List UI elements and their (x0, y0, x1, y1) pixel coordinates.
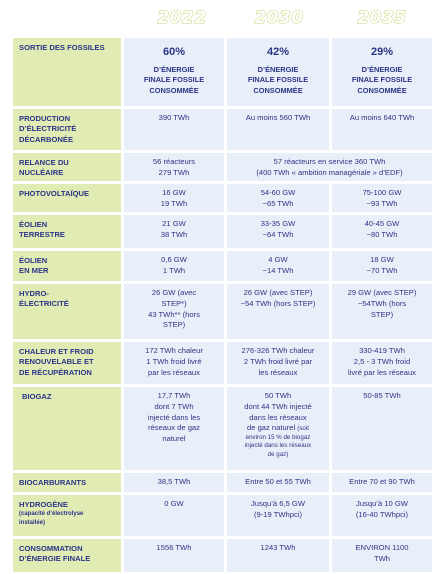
row-consommation (13, 539, 432, 572)
cell-consommation-2022: 1556 TWh (124, 539, 224, 572)
year-header (13, 0, 432, 38)
cell-hydrogene-2022: 0 GW (124, 495, 224, 536)
row-label-eolien-terrestre: ÉOLIEN TERRESTRE (13, 215, 121, 248)
cell-eolien-terrestre-2022: 21 GW 38 TWh (124, 215, 224, 248)
cell-biogaz-2022: 17,7 TWh dont 7 TWh injecté dans les réseaux de gaz naturel (124, 387, 224, 470)
row-hydrogene (13, 495, 432, 536)
row-eolien-mer (13, 251, 432, 281)
row-photovoltaique (13, 184, 432, 212)
cell-pv-2022: 16 GW 19 TWh (124, 184, 224, 212)
row-sortie-fossiles (13, 38, 432, 106)
fossil-share-2030: 42% (266, 46, 290, 58)
cell-nucleaire-2022: 56 réacteurs 279 TWh (124, 153, 224, 181)
cell-eolien-mer-2022: 0,6 GW 1 TWh (124, 251, 224, 281)
row-eolien-terrestre (13, 215, 432, 248)
cell-hydro-2035: 29 GW (avec STEP) ~54TWh (hors STEP) (332, 284, 432, 339)
cell-hydro-2022: 26 GW (avec STEP*) 43 TWh** (hors STEP) (124, 284, 224, 339)
year-2030: 2030 (254, 8, 304, 28)
cell-eolien-mer-2035: 18 GW ~70 TWh (332, 251, 432, 281)
row-label-production: PRODUCTION D’ÉLECTRICITÉ DÉCARBONÉE (13, 109, 121, 150)
cell-fossile-2030: 42% D’ÉNERGIE FINALE FOSSILE CONSOMMÉE (227, 38, 329, 106)
cell-pv-2035: 75-100 GW ~93 TWh (332, 184, 432, 212)
cell-pv-2030: 54-60 GW ~65 TWh (227, 184, 329, 212)
cell-fossile-2035: 29% D’ÉNERGIE FINALE FOSSILE CONSOMMÉE (332, 38, 432, 106)
year-2035: 2035 (357, 8, 407, 28)
fossil-share-2035: 29% (370, 46, 394, 58)
cell-nucleaire-2030-2035: 57 réacteurs en service 360 TWh (400 TWh « ambition managériale » d’EDF) (227, 153, 432, 181)
row-label-biocarburants: BIOCARBURANTS (13, 473, 121, 492)
cell-eolien-mer-2030: 4 GW ~14 TWh (227, 251, 329, 281)
row-production (13, 109, 432, 150)
row-biogaz (13, 387, 432, 470)
row-label-chaleur-froid: CHALEUR ET FROID RENOUVELABLE ET DE RÉCUPÉRATION (13, 342, 121, 384)
row-label-hydrogene: HYDROGÈNE (capacité d’électrolyse installée) (13, 495, 121, 536)
fossil-share-2022: 60% (162, 46, 186, 58)
row-label-hydro: HYDRO- ÉLECTRICITÉ (13, 284, 121, 339)
energy-table (13, 0, 432, 574)
cell-production-2030: Au moins 560 TWh (227, 109, 329, 150)
cell-eolien-terrestre-2030: 33-35 GW ~64 TWh (227, 215, 329, 248)
cell-biocarburants-2022: 38,5 TWh (124, 473, 224, 492)
row-label-consommation: CONSOMMATION D’ÉNERGIE FINALE (13, 539, 121, 572)
cell-hydrogene-2030: Jusqu’à 6,5 GW (9-19 TWhpci) (227, 495, 329, 536)
row-nucleaire (13, 153, 432, 181)
row-label-eolien-mer: ÉOLIEN EN MER (13, 251, 121, 281)
row-biocarburants (13, 473, 432, 492)
year-2022: 2022 (157, 8, 207, 28)
row-label-nucleaire: RELANCE DU NUCLÉAIRE (13, 153, 121, 181)
cell-fossile-2022: 60% D’ÉNERGIE FINALE FOSSILE CONSOMMÉE (124, 38, 224, 106)
cell-biogaz-2030: 50 TWh dont 44 TWh injecté dans les réseaux de gaz naturel (soit environ 15 % de biogaz injecté dans les réseaux de gaz) (227, 387, 329, 470)
row-label-photovoltaique: PHOTOVOLTAÏQUE (13, 184, 121, 212)
row-label-biogaz: BIOGAZ (13, 387, 121, 470)
cell-biocarburants-2035: Entre 70 et 90 TWh (332, 473, 432, 492)
cell-consommation-2030: 1243 TWh (227, 539, 329, 572)
cell-chaleur-2022: 172 TWh chaleur 1 TWh froid livré par les réseaux (124, 342, 224, 384)
cell-chaleur-2035: 330-419 TWh 2,5 - 3 TWh froid livré par les réseaux (332, 342, 432, 384)
cell-production-2035: Au moins 640 TWh (332, 109, 432, 150)
cell-biogaz-2035: 50-85 TWh (332, 387, 432, 470)
cell-consommation-2035: ENVIRON 1100 TWh (332, 539, 432, 572)
row-hydro (13, 284, 432, 339)
row-label-sortie-fossiles: SORTIE DES FOSSILES (13, 38, 121, 106)
cell-hydro-2030: 26 GW (avec STEP) ~54 TWh (hors STEP) (227, 284, 329, 339)
cell-biocarburants-2030: Entre 50 et 55 TWh (227, 473, 329, 492)
cell-chaleur-2030: 276-326 TWh chaleur 2 TWh froid livré par les réseaux (227, 342, 329, 384)
cell-production-2022: 390 TWh (124, 109, 224, 150)
cell-eolien-terrestre-2035: 40-45 GW ~80 TWh (332, 215, 432, 248)
row-chaleur-froid (13, 342, 432, 384)
cell-hydrogene-2035: Jusqu’à 10 GW (16-40 TWhpci) (332, 495, 432, 536)
